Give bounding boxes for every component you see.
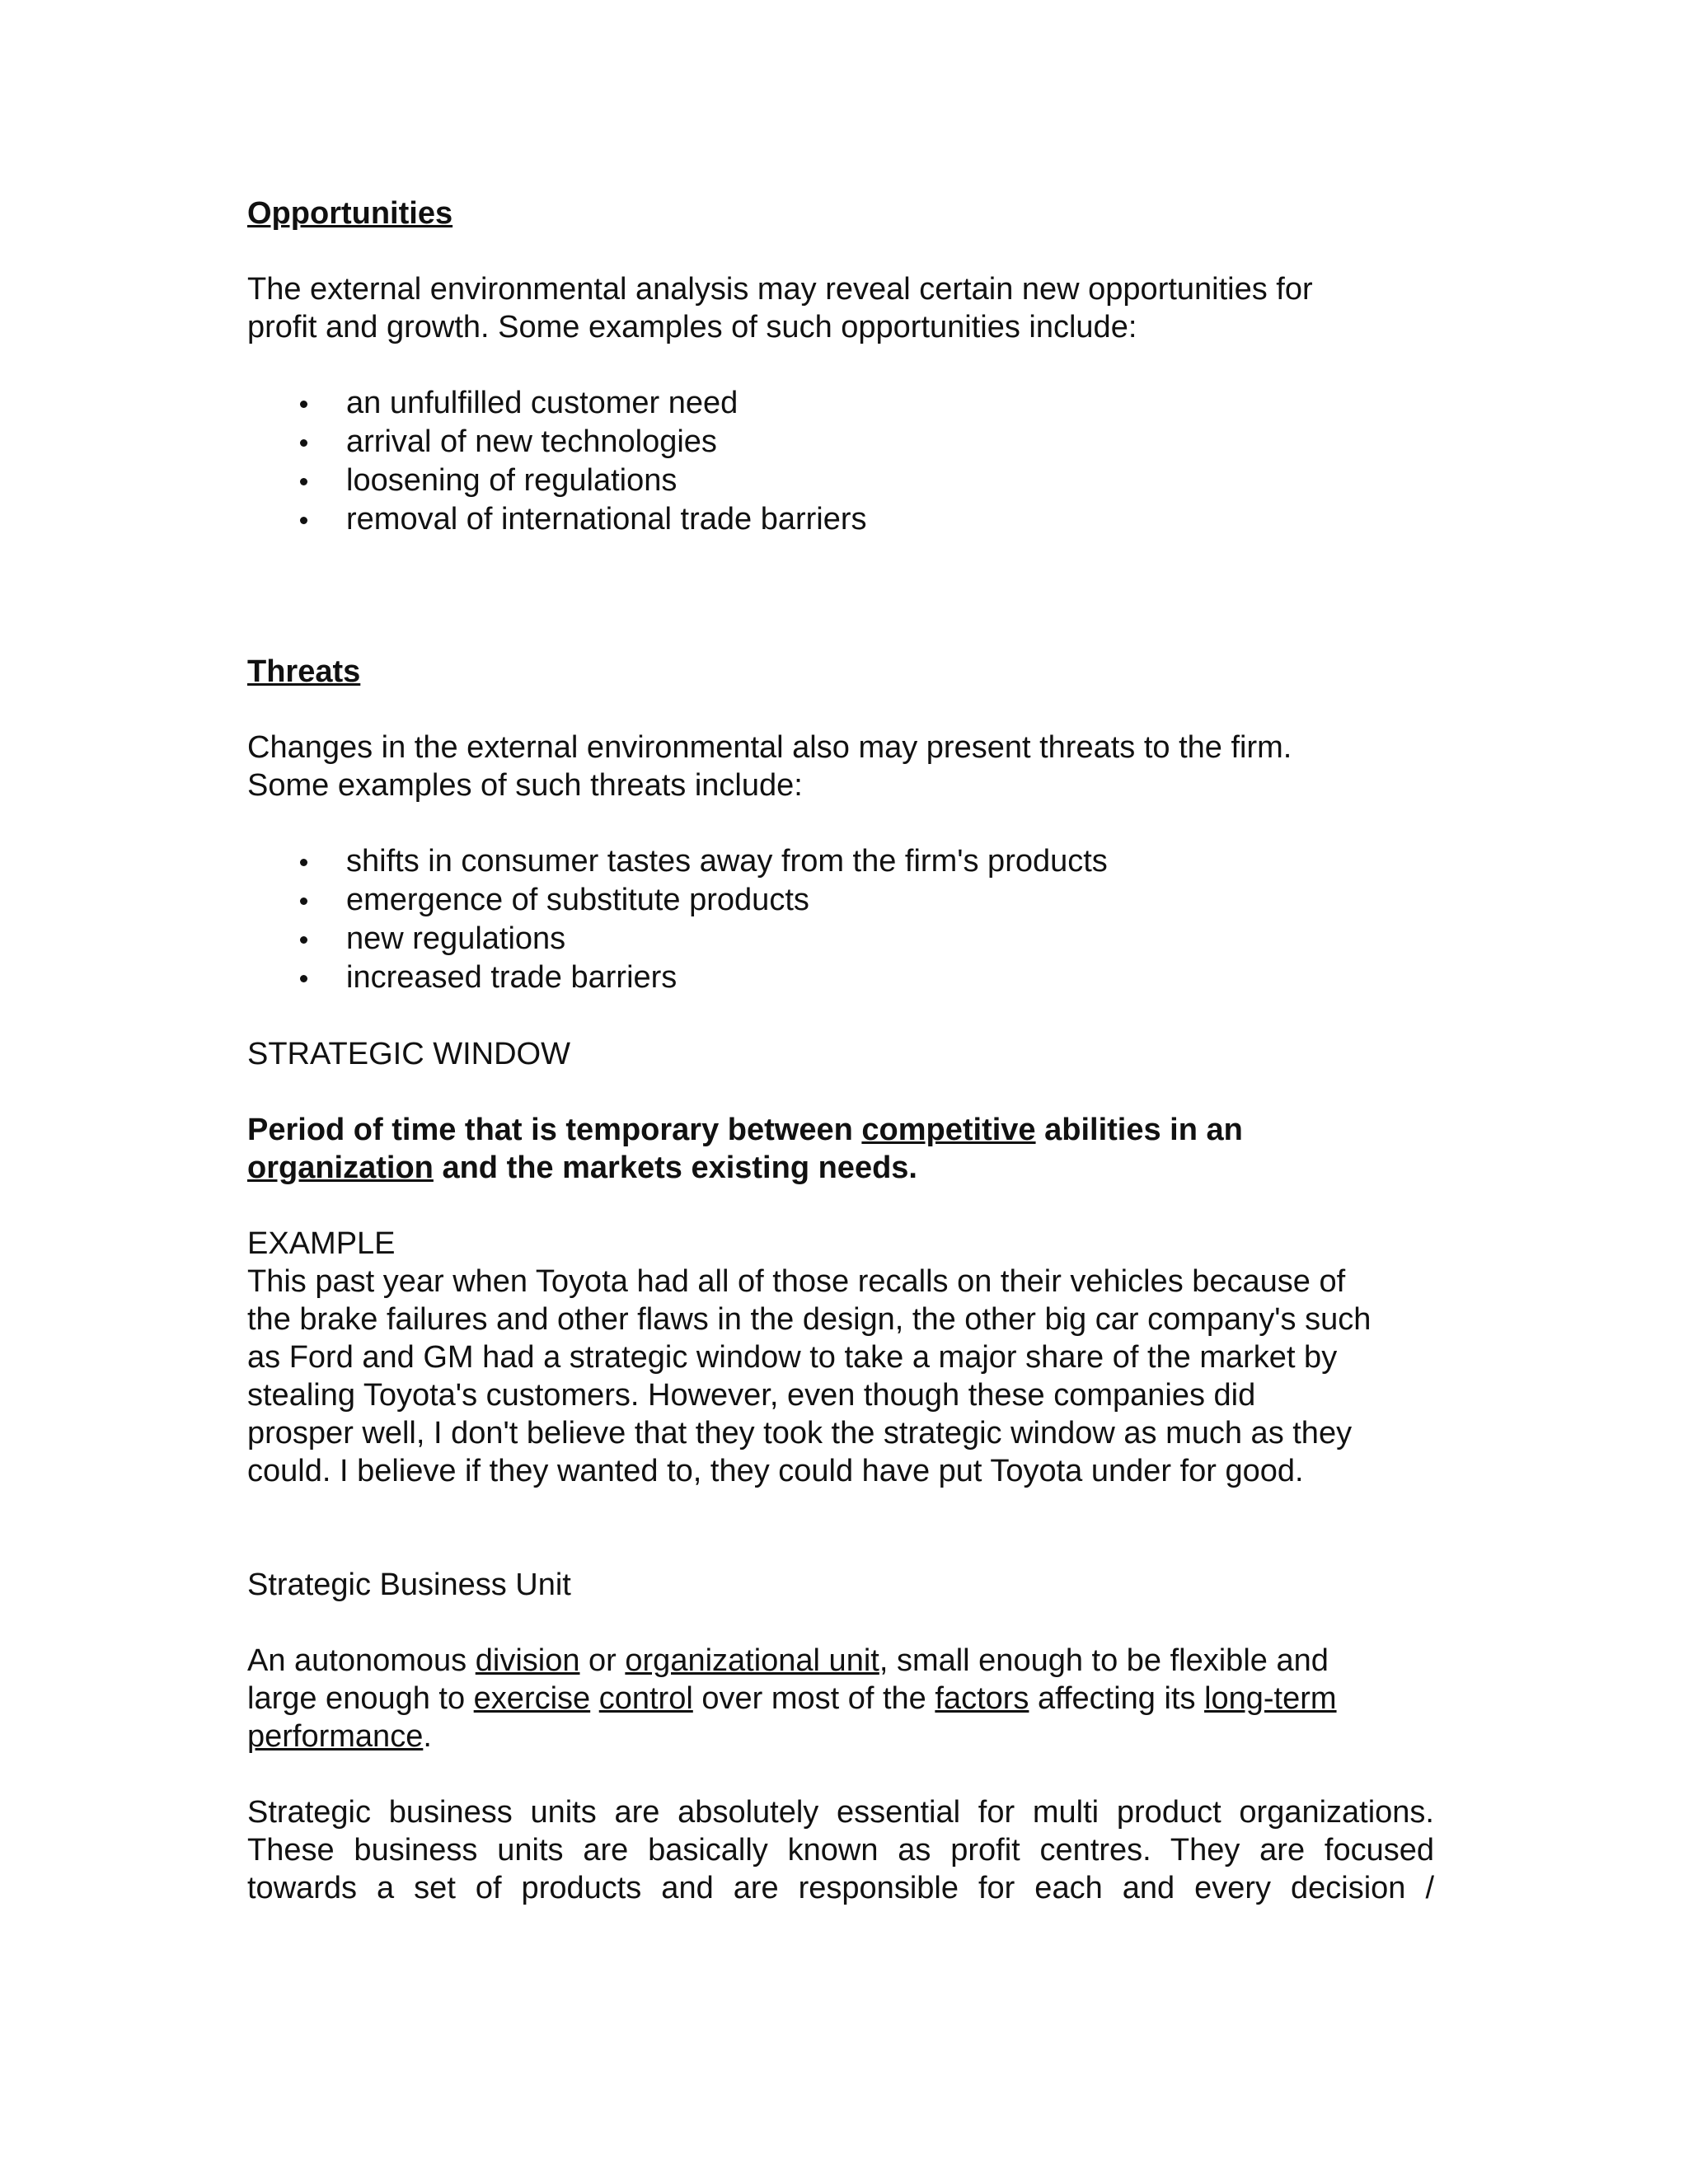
bullet-icon — [300, 478, 307, 485]
list-item — [247, 881, 1434, 920]
document-content — [247, 194, 1434, 1907]
list-item-text: an unfulfilled customer need — [346, 386, 738, 420]
definition-text: large enough to — [247, 1681, 474, 1716]
link-performance[interactable]: performance — [247, 1719, 424, 1754]
bullet-icon — [300, 439, 307, 447]
list-item-text: new regulations — [346, 921, 566, 956]
list-item-text: emergence of substitute products — [346, 883, 809, 917]
link-competitive[interactable]: competitive — [861, 1113, 1036, 1147]
bullet-icon — [300, 401, 307, 408]
threats-heading: Threats — [247, 654, 361, 689]
sbu-paragraph-line-2: These business units are basically known as profit centres. They are focused — [247, 1833, 1434, 1868]
strategic-window-heading: STRATEGIC WINDOW — [247, 1037, 570, 1071]
sbu-definition-line-1 — [247, 1642, 1434, 1680]
definition-text: , small enough to be flexible and — [879, 1643, 1329, 1678]
example-line-1: This past year when Toyota had all of those recalls on their vehicles because of — [247, 1264, 1346, 1299]
threats-intro-line-2: Some examples of such threats include: — [247, 768, 803, 803]
sbu-paragraph-line-3: towards a set of products and are responsible for each and every decision / — [247, 1871, 1434, 1905]
example-line-3: as Ford and GM had a strategic window to take a major share of the market by — [247, 1340, 1338, 1375]
bullet-icon — [300, 517, 307, 524]
sbu-paragraph-line-1: Strategic business units are absolutely essential for multi product organizations. — [247, 1795, 1434, 1830]
sbu-definition-line-2 — [247, 1680, 1434, 1718]
sbu-heading: Strategic Business Unit — [247, 1568, 571, 1602]
definition-text: or — [579, 1643, 626, 1678]
list-item — [247, 462, 1434, 500]
definition-text: An autonomous — [247, 1643, 476, 1678]
example-line-6: could. I believe if they wanted to, they could have put Toyota under for good. — [247, 1454, 1304, 1488]
opportunities-heading: Opportunities — [247, 196, 453, 231]
definition-text: . — [423, 1719, 432, 1754]
definition-text — [590, 1681, 599, 1716]
list-item-text: increased trade barriers — [346, 960, 678, 995]
list-item — [247, 958, 1434, 997]
bullet-icon — [300, 898, 307, 905]
example-line-2: the brake failures and other flaws in the design, the other big car company's such — [247, 1302, 1372, 1337]
list-item-text: loosening of regulations — [346, 463, 678, 498]
list-item — [247, 384, 1434, 423]
opportunities-list — [247, 384, 1434, 539]
list-item — [247, 500, 1434, 539]
opportunities-intro-line-1: The external environmental analysis may reveal certain new opportunities for — [247, 272, 1313, 307]
threats-intro-line-1: Changes in the external environmental also may present threats to the firm. — [247, 730, 1292, 765]
definition-text: and the markets existing needs. — [433, 1151, 917, 1185]
bullet-icon — [300, 936, 307, 944]
definition-text: over most of the — [692, 1681, 935, 1716]
link-organization[interactable]: organization — [247, 1151, 434, 1185]
opportunities-intro-line-2: profit and growth. Some examples of such opportunities include: — [247, 310, 1137, 344]
bullet-icon — [300, 975, 307, 982]
list-item-text: removal of international trade barriers — [346, 502, 867, 537]
list-item — [247, 423, 1434, 462]
example-label: EXAMPLE — [247, 1226, 396, 1261]
link-organizational-unit[interactable]: organizational unit — [625, 1643, 879, 1678]
list-item — [247, 920, 1434, 958]
list-item-text: shifts in consumer tastes away from the firm's products — [346, 844, 1108, 879]
link-control[interactable]: control — [598, 1681, 693, 1716]
link-long-term[interactable]: long-term — [1204, 1681, 1337, 1716]
strategic-window-definition-line-2 — [247, 1149, 1434, 1187]
strategic-window-definition-line-1 — [247, 1111, 1434, 1149]
list-item — [247, 842, 1434, 881]
link-division[interactable]: division — [475, 1643, 580, 1678]
sbu-definition-line-3 — [247, 1718, 1434, 1755]
bullet-icon — [300, 859, 307, 866]
definition-text: Period of time that is temporary between — [247, 1113, 862, 1147]
link-factors[interactable]: factors — [935, 1681, 1029, 1716]
definition-text: abilities in an — [1035, 1113, 1243, 1147]
threats-list — [247, 842, 1434, 997]
example-line-5: prosper well, I don't believe that they took the strategic window as much as they — [247, 1416, 1353, 1451]
list-item-text: arrival of new technologies — [346, 424, 717, 459]
definition-text: affecting its — [1029, 1681, 1205, 1716]
link-exercise[interactable]: exercise — [473, 1681, 591, 1716]
example-line-4: stealing Toyota's customers. However, even though these companies did — [247, 1378, 1256, 1413]
